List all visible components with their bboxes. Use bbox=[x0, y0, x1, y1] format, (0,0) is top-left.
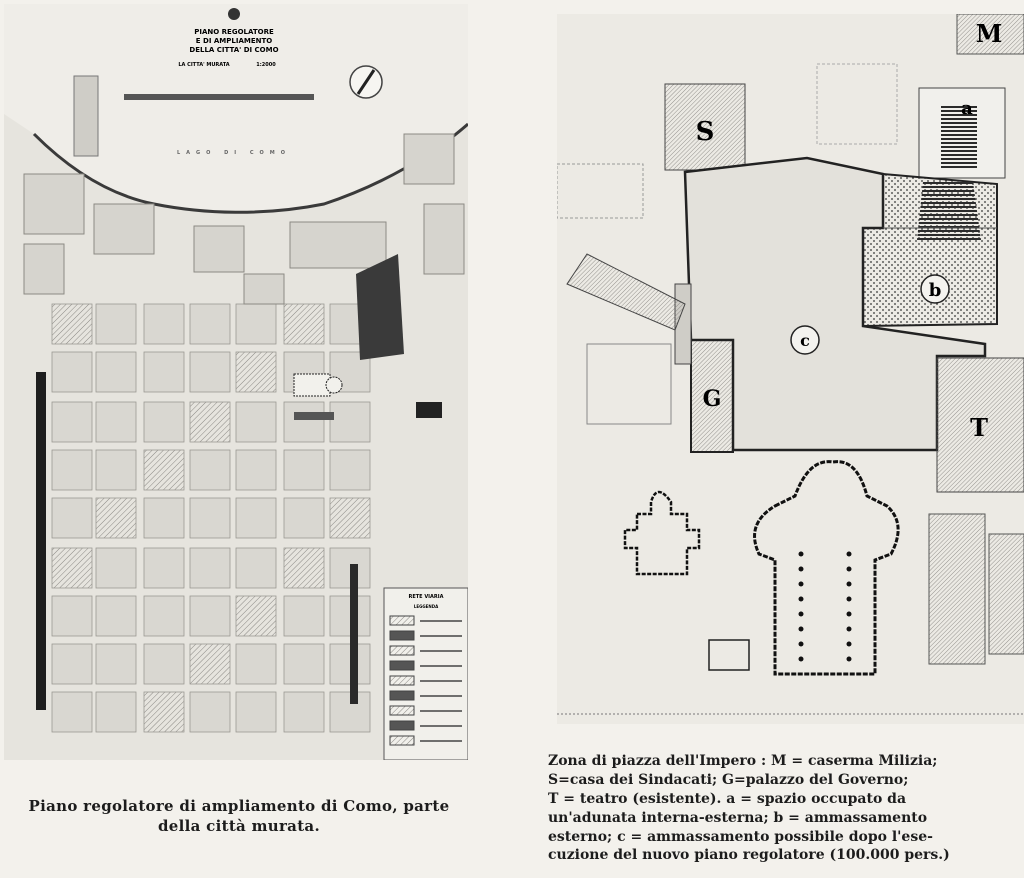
city-block bbox=[236, 352, 276, 392]
city-block bbox=[52, 304, 92, 344]
city-block bbox=[96, 548, 136, 588]
city-block bbox=[194, 226, 244, 272]
city-block bbox=[236, 402, 276, 442]
legend-swatch bbox=[390, 706, 414, 715]
city-block bbox=[236, 498, 276, 538]
city-block bbox=[52, 596, 92, 636]
cathedral-column bbox=[847, 597, 852, 602]
city-plan-map bbox=[4, 4, 468, 760]
legend-swatch bbox=[390, 676, 414, 685]
cathedral-column bbox=[847, 582, 852, 587]
cathedral-column bbox=[799, 567, 804, 572]
city-block bbox=[144, 692, 184, 732]
legend-title: RETE VIARIA bbox=[408, 594, 444, 600]
city-block bbox=[52, 450, 92, 490]
legend-swatch bbox=[390, 721, 414, 730]
map-title-line-2: E DI AMPLIAMENTO bbox=[195, 37, 273, 45]
label-t: T bbox=[970, 413, 988, 442]
city-block bbox=[144, 498, 184, 538]
cathedral-column bbox=[799, 627, 804, 632]
city-block bbox=[236, 450, 276, 490]
city-block bbox=[190, 498, 230, 538]
right-figure-caption bbox=[548, 752, 1018, 865]
map-scale: 1:2000 bbox=[256, 62, 276, 68]
legend-swatch bbox=[390, 691, 414, 700]
city-block bbox=[284, 644, 324, 684]
city-block bbox=[190, 450, 230, 490]
label-a: a bbox=[961, 98, 973, 119]
city-block bbox=[52, 692, 92, 732]
city-block bbox=[144, 450, 184, 490]
city-block bbox=[96, 304, 136, 344]
city-block bbox=[190, 352, 230, 392]
left-figure-caption bbox=[4, 796, 474, 837]
city-block bbox=[144, 596, 184, 636]
cathedral-column bbox=[847, 567, 852, 572]
left-caption-line-2: della città murata. bbox=[158, 817, 320, 836]
city-block bbox=[52, 402, 92, 442]
cathedral-column bbox=[799, 552, 804, 557]
city-block bbox=[96, 644, 136, 684]
city-block bbox=[404, 134, 454, 184]
left-caption-line-1: Piano regolatore di ampliamento di Como, parte bbox=[28, 797, 450, 815]
label-c: c bbox=[800, 331, 810, 350]
city-block bbox=[144, 304, 184, 344]
right-caption-line-4: un'adunata interna-esterna; b = ammassamento bbox=[548, 809, 928, 826]
city-block bbox=[96, 692, 136, 732]
cathedral-column bbox=[847, 657, 852, 662]
right-caption-line-3: T = teatro (esistente). a = spazio occupato da bbox=[548, 790, 907, 807]
city-wall-east bbox=[350, 564, 358, 704]
city-block bbox=[96, 352, 136, 392]
cathedral-small-icon bbox=[294, 374, 342, 396]
legend-swatch bbox=[390, 661, 414, 670]
city-block bbox=[52, 548, 92, 588]
city-block bbox=[96, 402, 136, 442]
right-caption-line-1: Zona di piazza dell'Impero : M = caserma Milizia; bbox=[548, 753, 938, 769]
city-block bbox=[236, 304, 276, 344]
city-block bbox=[24, 244, 64, 294]
city-block bbox=[284, 548, 324, 588]
label-g: G bbox=[702, 386, 722, 412]
city-block bbox=[284, 498, 324, 538]
label-b: b bbox=[928, 280, 942, 301]
city-block bbox=[284, 450, 324, 490]
cathedral-column bbox=[799, 657, 804, 662]
city-block bbox=[236, 644, 276, 684]
city-block bbox=[190, 304, 230, 344]
city-block bbox=[236, 692, 276, 732]
city-wall-west bbox=[36, 372, 46, 710]
legend-swatch bbox=[390, 646, 414, 655]
map-title-line-1: PIANO REGOLATORE bbox=[194, 28, 274, 36]
city-block bbox=[144, 548, 184, 588]
city-block bbox=[284, 304, 324, 344]
city-block bbox=[96, 498, 136, 538]
right-caption-line-6: cuzione del nuovo piano regolatore (100.000 pers.) bbox=[548, 847, 950, 864]
piazza-plan-drawing bbox=[557, 14, 1024, 724]
city-block bbox=[290, 222, 386, 268]
city-block bbox=[190, 402, 230, 442]
city-block bbox=[24, 174, 84, 234]
city-block bbox=[330, 402, 370, 442]
city-block bbox=[284, 596, 324, 636]
cathedral-column bbox=[847, 627, 852, 632]
city-block bbox=[52, 644, 92, 684]
legend-swatch bbox=[390, 616, 414, 625]
cathedral-column bbox=[847, 552, 852, 557]
city-block bbox=[96, 596, 136, 636]
city-block bbox=[236, 548, 276, 588]
city-block bbox=[284, 402, 324, 442]
city-block bbox=[284, 692, 324, 732]
city-block bbox=[144, 352, 184, 392]
city-block bbox=[94, 204, 154, 254]
city-block bbox=[52, 498, 92, 538]
city-block bbox=[190, 548, 230, 588]
cathedral-column bbox=[799, 597, 804, 602]
city-block bbox=[424, 204, 464, 274]
city-block bbox=[190, 644, 230, 684]
city-block bbox=[190, 596, 230, 636]
right-caption-line-2: S=casa dei Sindacati; G=palazzo del Governo; bbox=[548, 771, 909, 788]
cathedral-column bbox=[799, 642, 804, 647]
label-s: S bbox=[695, 117, 715, 147]
lake-label: LAGO DI COMO bbox=[176, 150, 292, 156]
city-block bbox=[52, 352, 92, 392]
city-plan-drawing bbox=[4, 4, 468, 760]
compass-icon bbox=[350, 66, 382, 98]
city-block bbox=[144, 644, 184, 684]
piazza-impero-plan bbox=[557, 14, 1024, 724]
city-block bbox=[330, 450, 370, 490]
map-title-line-3: DELLA CITTA' DI COMO bbox=[189, 46, 279, 54]
legend-box bbox=[384, 588, 468, 760]
legend-subtitle: LEGGENDA bbox=[413, 604, 439, 609]
cathedral-column bbox=[847, 642, 852, 647]
right-caption-line-5: esterno; c = ammassamento possibile dopo l'ese- bbox=[548, 828, 933, 845]
map-subtitle: LA CITTA' MURATA bbox=[178, 62, 230, 68]
city-block bbox=[190, 692, 230, 732]
cathedral-column bbox=[847, 612, 852, 617]
city-block bbox=[236, 596, 276, 636]
label-m: M bbox=[975, 19, 1003, 48]
legend-swatch bbox=[390, 631, 414, 640]
city-block bbox=[244, 274, 284, 304]
city-block bbox=[96, 450, 136, 490]
city-block bbox=[330, 498, 370, 538]
cathedral-column bbox=[799, 612, 804, 617]
city-block bbox=[144, 402, 184, 442]
legend-swatch bbox=[390, 736, 414, 745]
cathedral-column bbox=[799, 582, 804, 587]
